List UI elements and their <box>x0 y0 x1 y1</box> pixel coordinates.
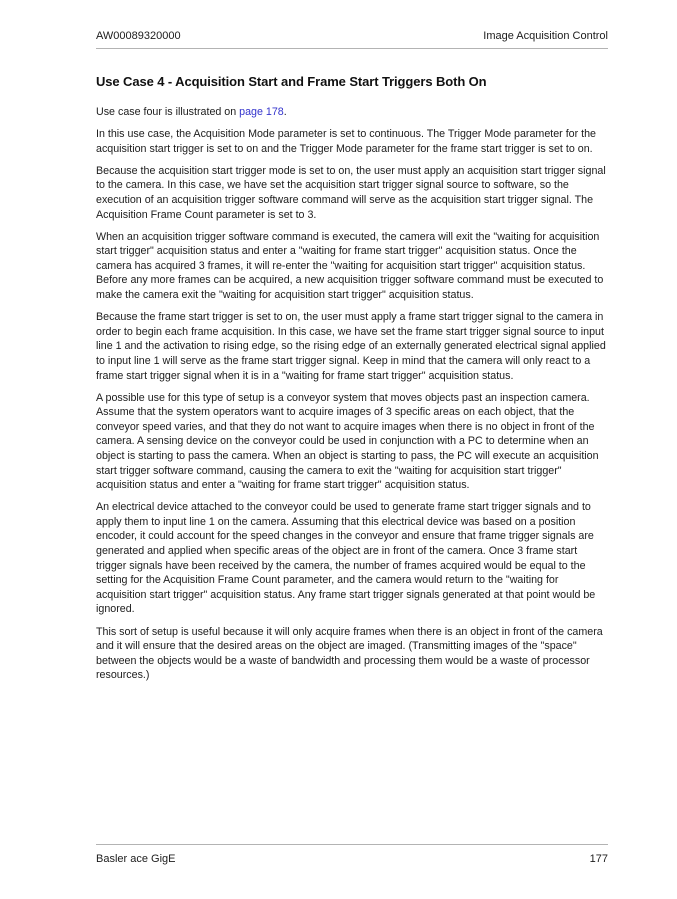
header-rule <box>96 48 608 49</box>
page-title: Use Case 4 - Acquisition Start and Frame Start Triggers Both On <box>96 74 487 89</box>
header-doc-id: AW00089320000 <box>96 30 181 42</box>
paragraph: This sort of setup is useful because it will only acquire frames when there is an object in front of the camera and it will ensure that the desired areas on the object are imaged. (Transmitting images of the "space" between the objects would be a waste of bandwidth and processing them would be a waste of processor resources.) <box>96 625 603 682</box>
page-178-link[interactable]: page 178 <box>239 106 284 118</box>
paragraph: A possible use for this type of setup is a conveyor system that moves objects past an inspection camera. Assume that the system operators want to acquire images of 3 specific areas on each object, that the conveyor speed varies, and that they do not want to acquire images when there is no object in front of the camera. A sensing device on the conveyor could be used in conjunction with a PC to determine when an object is starting to pass the camera. When an object is starting to pass, the PC will execute an acquisition start trigger software command, causing the camera to exit the "waiting for acquisition start trigger" acquisition status and enter a "waiting for frame start trigger" acquisition status. <box>96 391 599 492</box>
paragraph: An electrical device attached to the conveyor could be used to generate frame start trigger signals and to apply them to input line 1 on the camera. Assuming that this electrical device was based on a position encoder, it could account for the speed changes in the conveyor and ensure that frame trigger signals are generated and applied when specific areas of the object are in front of the camera. Once 3 frame start trigger signals have been received by the camera, the number of frames acquired would be equal to the setting for the Acquisition Frame Count parameter, and the camera would return to the "waiting for acquisition start trigger" acquisition status. Any frame start trigger signals generated at that point would be ignored. <box>96 501 596 616</box>
paragraph: When an acquisition trigger software command is executed, the camera will exit the "waiting for acquisition start trigger" acquisition status and enter a "waiting for frame start trigger" acquisition status. Once the camera has acquired 3 frames, it will re-enter the "waiting for acquisition start trigger" acquisition status. Before any more frames can be acquired, a new acquisition trigger software command must be executed to make the camera exit the "waiting for acquisition start trigger" acquisition status. <box>96 230 604 302</box>
page-footer <box>96 853 608 866</box>
intro-text-prefix: Use case four is illustrated on <box>96 106 240 118</box>
intro-text-suffix: . <box>283 106 287 118</box>
header-section-title: Image Acquisition Control <box>483 30 608 42</box>
paragraph: Because the frame start trigger is set to on, the user must apply a frame start trigger signal to the camera in order to begin each frame acquisition. In this case, we have set the frame start trigger signal source to input line 1 and the activation to rising edge, so the rising edge of an externally generated electrical signal applied to input line 1 will serve as the frame start trigger signal. Keep in mind that the camera will only react to a frame start trigger signal when it is in a "waiting for frame start trigger" acquisition status. <box>96 311 606 382</box>
paragraph: In this use case, the Acquisition Mode parameter is set to continuous. The Trigger Mode parameter for the acquisition start trigger is set to on and the Trigger Mode parameter for the frame start trigger is set to on. <box>96 128 597 155</box>
footer-page-number: 177 <box>589 853 608 865</box>
footer-rule <box>96 844 608 845</box>
page-content <box>96 74 608 690</box>
footer-product-name: Basler ace GigE <box>96 853 176 865</box>
page-header <box>96 30 608 43</box>
intro-paragraph <box>96 105 608 120</box>
paragraph: Because the acquisition start trigger mode is set to on, the user must apply an acquisition start trigger signal to the camera. In this case, we have set the acquisition start trigger signal source to software, so the execution of an acquisition trigger software command will serve as the acquisition start trigger signal. The Acquisition Frame Count parameter is set to 3. <box>96 164 606 221</box>
